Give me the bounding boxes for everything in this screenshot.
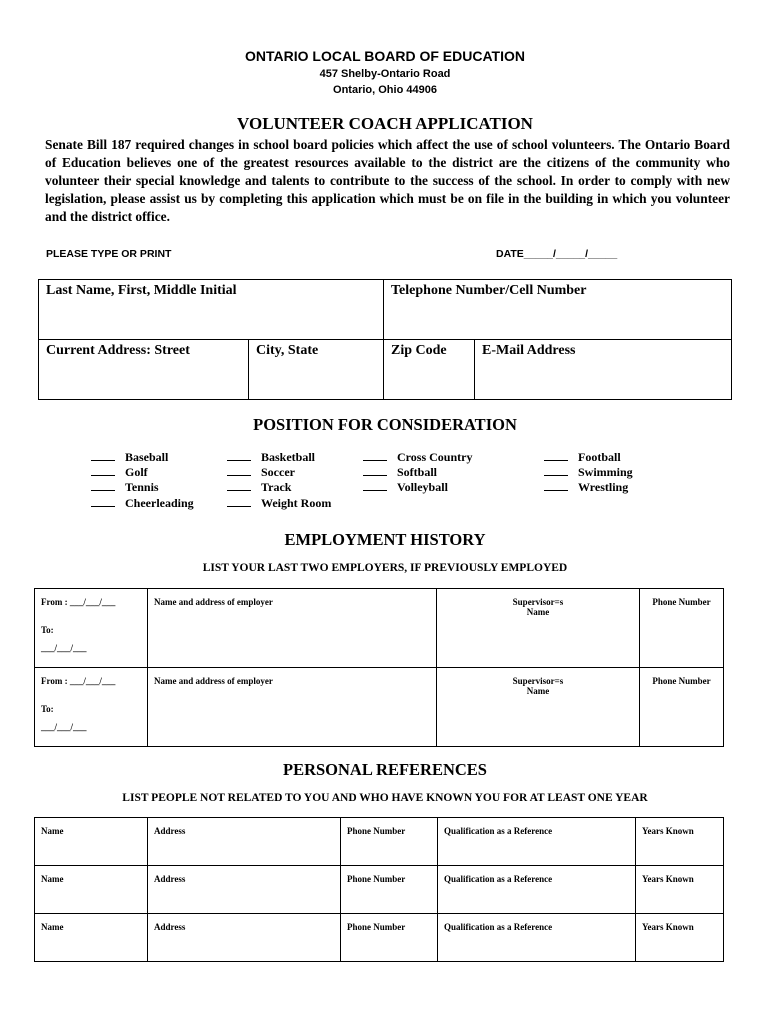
- positions-col-3: [363, 450, 472, 496]
- ref-qualification-field[interactable]: Qualification as a Reference: [438, 866, 636, 914]
- form-title: VOLUNTEER COACH APPLICATION: [237, 114, 533, 133]
- positions-col-1: [91, 450, 194, 511]
- ref-qualification-field[interactable]: Qualification as a Reference: [438, 914, 636, 962]
- positions-col-2: [227, 450, 331, 511]
- city-state-field[interactable]: City, State: [249, 340, 384, 400]
- references-subheading: LIST PEOPLE NOT RELATED TO YOU AND WHO HAVE KNOWN YOU FOR AT LEAST ONE YEAR: [122, 792, 648, 804]
- positions-col-4: [544, 450, 633, 496]
- employment-heading: EMPLOYMENT HISTORY: [284, 530, 486, 549]
- position-option[interactable]: Volleyball: [363, 480, 472, 495]
- position-option[interactable]: Tennis: [91, 480, 194, 495]
- last-name-field[interactable]: Last Name, First, Middle Initial: [39, 280, 384, 340]
- employment-dates[interactable]: From : ___/___/___ To: ___/___/___: [35, 589, 148, 668]
- employer-name-field[interactable]: Name and address of employer: [148, 668, 437, 747]
- ref-name-field[interactable]: Name: [35, 866, 148, 914]
- org-name: ONTARIO LOCAL BOARD OF EDUCATION: [245, 48, 525, 64]
- org-address-line2: Ontario, Ohio 44906: [333, 84, 437, 96]
- position-option[interactable]: Basketball: [227, 450, 331, 465]
- employer-phone-field[interactable]: Phone Number: [640, 589, 724, 668]
- position-option[interactable]: Cheerleading: [91, 496, 194, 511]
- ref-years-field[interactable]: Years Known: [636, 818, 724, 866]
- employment-subheading: LIST YOUR LAST TWO EMPLOYERS, IF PREVIOUSLY EMPLOYED: [202, 562, 568, 574]
- position-option[interactable]: Soccer: [227, 465, 331, 480]
- intro-paragraph: Senate Bill 187 required changes in school board policies which affect the use of school volunteers. The Ontario Board of Education believes one of the greatest resources available to the district are the citizens of the community who volunteer their special knowledge and talents to contribute to the success of the school. In order to comply with new legislation, please assist us by completing this application which must be on file in the building in which you volunteer and the district office.: [45, 137, 730, 224]
- email-field[interactable]: E-Mail Address: [475, 340, 732, 400]
- position-option[interactable]: Weight Room: [227, 496, 331, 511]
- street-field[interactable]: Current Address: Street: [39, 340, 249, 400]
- position-option[interactable]: Track: [227, 480, 331, 495]
- reference-row: [35, 818, 724, 866]
- zip-field[interactable]: Zip Code: [384, 340, 475, 400]
- ref-years-field[interactable]: Years Known: [636, 914, 724, 962]
- employment-row: [35, 589, 724, 668]
- ref-name-field[interactable]: Name: [35, 914, 148, 962]
- ref-phone-field[interactable]: Phone Number: [341, 818, 438, 866]
- supervisor-field[interactable]: Supervisor=s Name: [437, 668, 640, 747]
- position-option[interactable]: Cross Country: [363, 450, 472, 465]
- references-heading: PERSONAL REFERENCES: [282, 760, 487, 779]
- telephone-field[interactable]: Telephone Number/Cell Number: [384, 280, 732, 340]
- employment-row: [35, 668, 724, 747]
- date-field[interactable]: DATE_____/_____/_____: [496, 248, 618, 260]
- ref-address-field[interactable]: Address: [148, 866, 341, 914]
- ref-name-field[interactable]: Name: [35, 818, 148, 866]
- position-option[interactable]: Wrestling: [544, 480, 633, 495]
- position-option[interactable]: Softball: [363, 465, 472, 480]
- employment-dates[interactable]: From : ___/___/___ To: ___/___/___: [35, 668, 148, 747]
- positions-heading: POSITION FOR CONSIDERATION: [253, 415, 517, 434]
- ref-phone-field[interactable]: Phone Number: [341, 914, 438, 962]
- employer-phone-field[interactable]: Phone Number: [640, 668, 724, 747]
- org-address-line1: 457 Shelby-Ontario Road: [319, 68, 451, 80]
- ref-phone-field[interactable]: Phone Number: [341, 866, 438, 914]
- ref-address-field[interactable]: Address: [148, 914, 341, 962]
- position-option[interactable]: Golf: [91, 465, 194, 480]
- ref-qualification-field[interactable]: Qualification as a Reference: [438, 818, 636, 866]
- position-option[interactable]: Football: [544, 450, 633, 465]
- please-type-label: PLEASE TYPE OR PRINT: [46, 248, 172, 260]
- position-option[interactable]: Swimming: [544, 465, 633, 480]
- position-option[interactable]: Baseball: [91, 450, 194, 465]
- employment-table: [34, 588, 724, 747]
- references-table: [34, 817, 724, 962]
- contact-info-table: [38, 279, 732, 400]
- ref-years-field[interactable]: Years Known: [636, 866, 724, 914]
- reference-row: [35, 866, 724, 914]
- employer-name-field[interactable]: Name and address of employer: [148, 589, 437, 668]
- supervisor-field[interactable]: Supervisor=s Name: [437, 589, 640, 668]
- ref-address-field[interactable]: Address: [148, 818, 341, 866]
- reference-row: [35, 914, 724, 962]
